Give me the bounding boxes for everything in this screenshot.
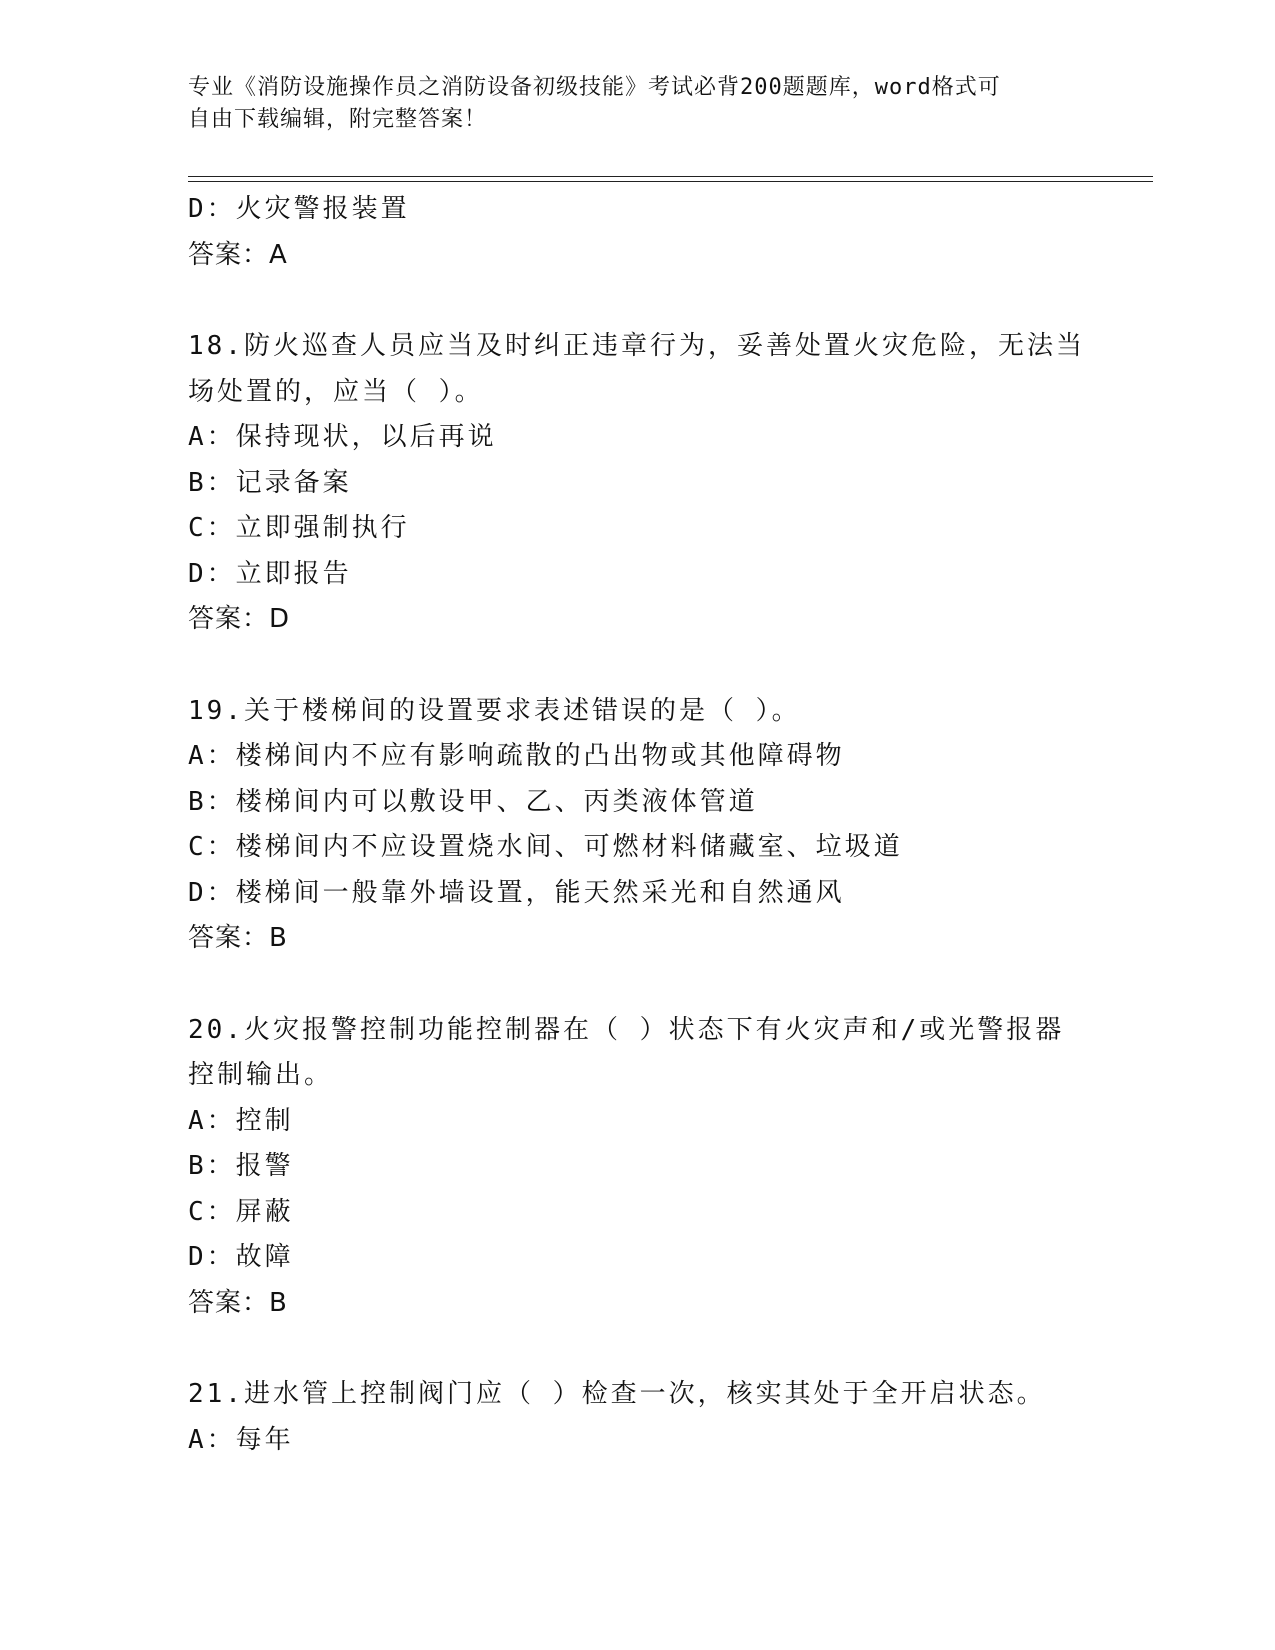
- question-18: [188, 324, 1088, 643]
- option-b: B：楼梯间内可以敷设甲、乙、丙类液体管道: [188, 786, 758, 817]
- option-d: D：立即报告: [188, 558, 352, 589]
- option-c: C：楼梯间内不应设置烧水间、可燃材料储藏室、垃圾道: [188, 832, 903, 862]
- question-stem-line-2: 场处置的，应当（ ）。: [188, 376, 484, 407]
- option-b: B：记录备案: [188, 467, 352, 498]
- option-c: C：屏蔽: [188, 1196, 294, 1227]
- option-a: A：每年: [188, 1424, 294, 1455]
- question-stem-line-1: 18.防火巡查人员应当及时纠正违章行为，妥善处置火灾危险，无法当: [188, 331, 1085, 361]
- header-title-line-2: 自由下载编辑，附完整答案！: [188, 107, 488, 132]
- question-21: [188, 1372, 1088, 1463]
- answer-line: 答案：A: [188, 239, 288, 270]
- header-title-line-1: 专业《消防设施操作员之消防设备初级技能》考试必背200题题库，word格式可: [188, 75, 1001, 100]
- answer-line: 答案：D: [188, 604, 291, 634]
- question-stem-line-2: 控制输出。: [188, 1060, 334, 1090]
- document-header: [188, 72, 1088, 136]
- option-b: B：报警: [188, 1151, 294, 1181]
- option-a: A：控制: [188, 1105, 294, 1136]
- answer-line: 答案：B: [188, 923, 288, 953]
- question-20: [188, 1008, 1088, 1327]
- question-stem-line-1: 19.关于楼梯间的设置要求表述错误的是（ ）。: [188, 695, 801, 726]
- option-a: A：保持现状，以后再说: [188, 422, 497, 452]
- option-d: D：故障: [188, 1242, 294, 1272]
- question-19: [188, 689, 1088, 962]
- previous-question-tail: [188, 187, 1088, 278]
- option-a: A：楼梯间内不应有影响疏散的凸出物或其他障碍物: [188, 741, 845, 771]
- question-stem-line-1: 21.进水管上控制阀门应（ ）检查一次，核实其处于全开启状态。: [188, 1379, 1046, 1409]
- header-divider-top: [188, 176, 1153, 177]
- header-divider-bottom: [188, 181, 1153, 182]
- question-stem-line-1: 20.火灾报警控制功能控制器在（ ）状态下有火灾声和/或光警报器: [188, 1014, 1065, 1045]
- question-list: [188, 187, 1088, 1463]
- option-d: D：火灾警报装置: [188, 194, 410, 224]
- option-c: C：立即强制执行: [188, 513, 410, 543]
- option-d: D：楼梯间一般靠外墙设置，能天然采光和自然通风: [188, 877, 845, 908]
- answer-line: 答案：B: [188, 1287, 288, 1318]
